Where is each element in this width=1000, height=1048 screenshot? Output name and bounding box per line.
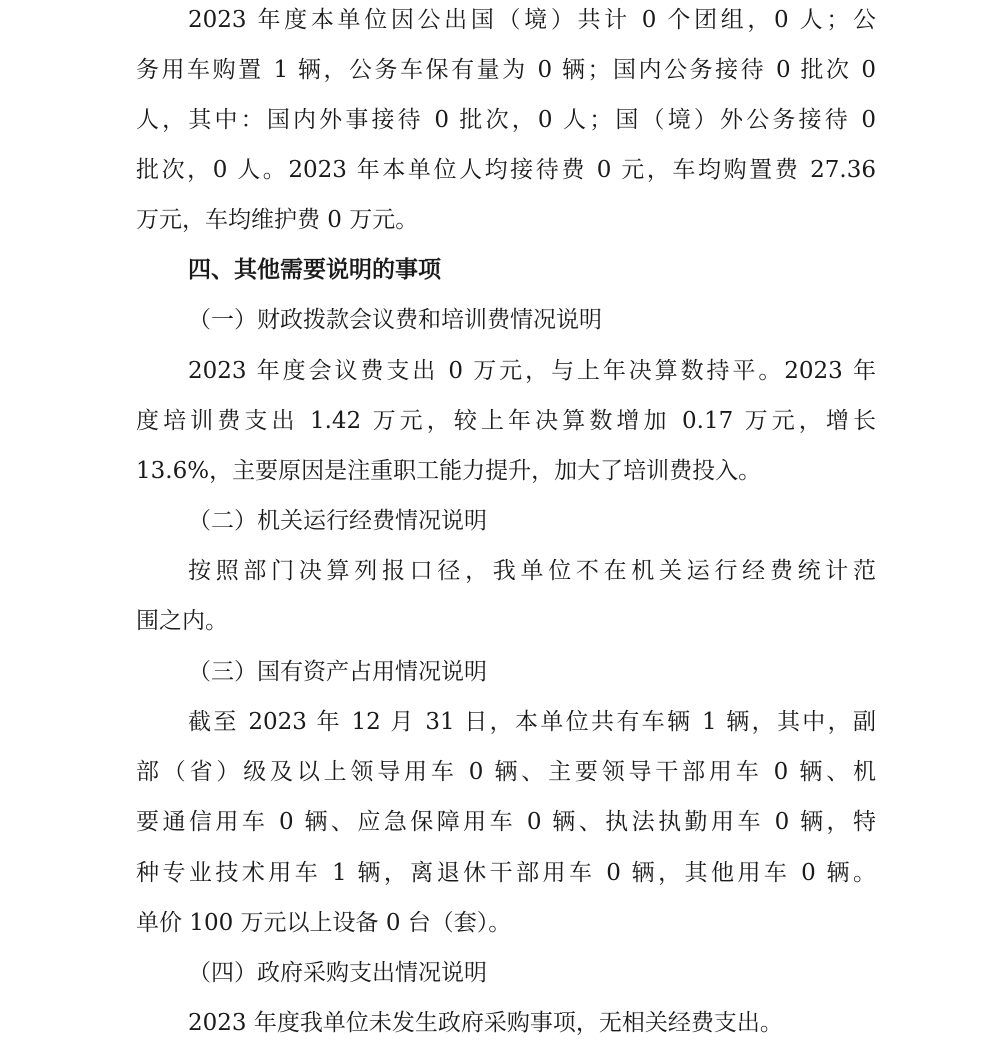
paragraph-line: 2023 年度本单位因公出国（境）共计 0 个团组，0 人；公 xyxy=(188,7,876,33)
subsection-title: （二）机关运行经费情况说明 xyxy=(188,508,487,534)
paragraph-line: 部（省）级及以上领导用车 0 辆、主要领导干部用车 0 辆、机 xyxy=(136,759,876,785)
paragraph-line: 围之内。 xyxy=(136,608,228,634)
subsection-title: （一）财政拨款会议费和培训费情况说明 xyxy=(188,307,602,333)
paragraph-line: 按照部门决算列报口径，我单位不在机关运行经费统计范 xyxy=(188,558,876,584)
paragraph-line: 2023 年度我单位未发生政府采购事项，无相关经费支出。 xyxy=(188,1010,783,1036)
paragraph-line: 人，其中：国内外事接待 0 批次，0 人；国（境）外公务接待 0 xyxy=(136,107,876,133)
paragraph-line: 批次，0 人。2023 年本单位人均接待费 0 元，车均购置费 27.36 xyxy=(136,157,876,183)
paragraph-line: 2023 年度会议费支出 0 万元，与上年决算数持平。2023 年 xyxy=(188,358,876,384)
subsection-title: （四）政府采购支出情况说明 xyxy=(188,960,487,986)
paragraph-line: 截至 2023 年 12 月 31 日，本单位共有车辆 1 辆，其中，副 xyxy=(188,709,876,735)
paragraph-line: 万元，车均维护费 0 万元。 xyxy=(136,207,419,233)
paragraph-line: 单价 100 万元以上设备 0 台（套）。 xyxy=(136,910,512,936)
subsection-title: （三）国有资产占用情况说明 xyxy=(188,659,487,685)
paragraph-line: 要通信用车 0 辆、应急保障用车 0 辆、执法执勤用车 0 辆，特 xyxy=(136,809,876,835)
section-heading: 四、其他需要说明的事项 xyxy=(188,257,441,283)
paragraph-line: 务用车购置 1 辆，公务车保有量为 0 辆；国内公务接待 0 批次 0 xyxy=(136,57,876,83)
paragraph-line: 种专业技术用车 1 辆，离退休干部用车 0 辆，其他用车 0 辆。 xyxy=(136,860,876,886)
paragraph-line: 13.6%，主要原因是注重职工能力提升，加大了培训费投入。 xyxy=(136,458,762,484)
paragraph-line: 度培训费支出 1.42 万元，较上年决算数增加 0.17 万元，增长 xyxy=(136,408,876,434)
